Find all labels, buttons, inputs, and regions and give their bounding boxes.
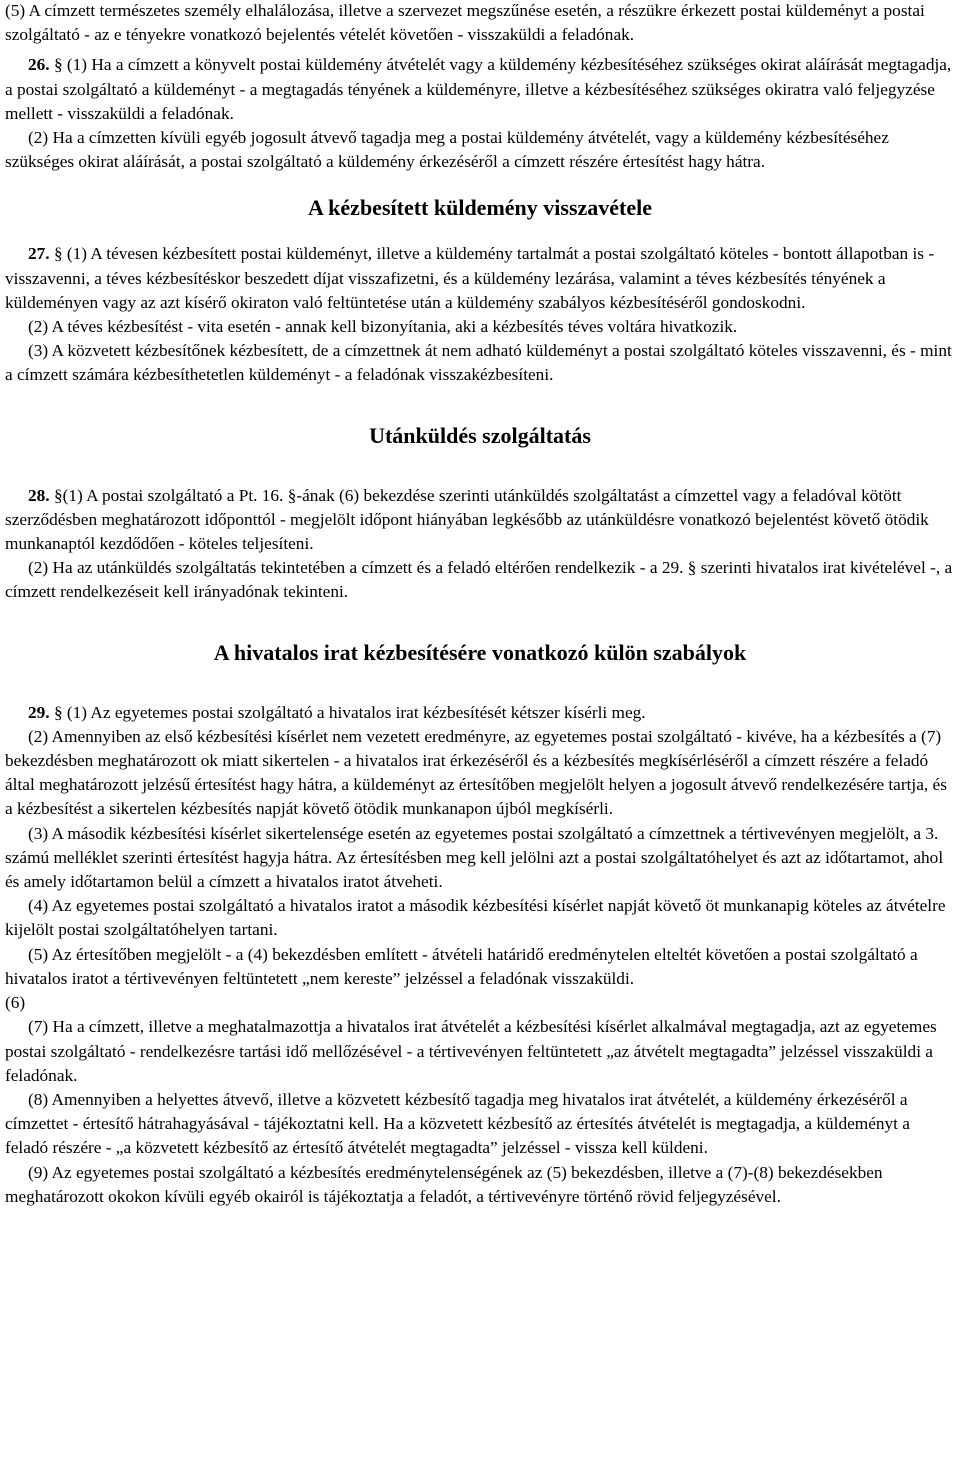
section-sign-icon: § <box>53 702 63 722</box>
document-page <box>5 0 955 1209</box>
paragraph-part-1: (2) Ha az utánküldés szolgáltatás tekintetében a címzett és a feladó eltérően rendelkezik - a 29. <box>28 558 688 578</box>
paragraph: (7) Ha a címzett, illetve a meghatalmazottja a hivatalos irat átvételét a kézbesítési kísérlet alkalmával megtagadja, azt az egyetemes postai szolgáltató - rendelkezésre tartási idő mellőzésével - a tértivevényen feltüntetett „az átvételt megtagadta” jelzéssel visszaküldi a feladónak. <box>5 1017 937 1085</box>
section-sign-icon: § <box>287 485 297 505</box>
section-number: 29. <box>28 702 50 722</box>
section-sign-icon: § <box>53 55 63 75</box>
section-27-paragraph: 27. § (1) A tévesen kézbesített postai küldeményt, illetve a küldemény tartalmát a postai szolgáltató köteles - bontott állapotban is - visszavenni, a téves kézbesítéskor beszedett díjat visszafizetni, és a küldemény lezárása, valamint a téves kézbesítés tényének a küldeményen vagy az azt kísérő okiraton való feltüntetése után a küldemény szabályos kézbesítéséről gondoskodni. <box>5 244 935 312</box>
section-sign-icon: § <box>687 558 697 578</box>
paragraph: (3) A közvetett kézbesítőnek kézbesített, de a címzettnek át nem adható küldeményt a postai szolgáltató köteles visszavenni, és - mint a címzett számára kézbesíthetetlen küldeményt - a feladónak visszakézbesíteni. <box>5 341 952 385</box>
section-heading: Utánküldés szolgáltatás <box>369 422 591 448</box>
paragraph: (3) A második kézbesítési kísérlet sikertelensége esetén az egyetemes postai szolgáltató a címzettnek a tértivevényen megjelölt, a 3. számú melléklet szerinti értesítést hagyja hátra. Az értesítésben meg kell jelölni azt a postai szolgáltatóhelyet és azt az időtartamot, ahol és amely időtartamon belül a címzett a hivatalos iratot átveheti. <box>5 823 944 892</box>
section-29-paragraph: 29. § (1) Az egyetemes postai szolgáltató a hivatalos irat kézbesítését kétszer kísérli meg. <box>28 702 646 722</box>
paragraph-part-2: -ának (6) bekezdése szerinti utánküldés szolgáltatást a címzettel vagy a feladóval kötött szerződésben meghatározott időponttól - megjelölt időpont hiányában legkésőbb az utánküldésre vonatkozó bejelentést követő ötödik munkanaptól kezdődően - köteles teljesíteni. <box>5 485 929 554</box>
paragraph: (4) Az egyetemes postai szolgáltató a hivatalos iratot a második kézbesítési kísérlet napját követő öt munkanapig köteles az átvételre kijelölt postai szolgáltatóhelyen tartani. <box>5 896 946 940</box>
section-sign-icon: § <box>53 244 63 264</box>
paragraph: (2) Ha a címzetten kívüli egyéb jogosult átvevő tagadja meg a postai küldemény átvételét, vagy a küldemény kézbesítéséhez szükséges okirat aláírását, a postai szolgáltató a küldemény érkezéséről a címzett részére értesítést hagy hátra. <box>5 128 889 172</box>
paragraph: (8) Amennyiben a helyettes átvevő, illetve a közvetett kézbesítő tagadja meg hivatalos irat átvételét, a küldemény érkezéséről a címzettet - értesítő hátrahagyásával - tájékoztatni kell. Ha a közvetett kézbesítő az értesítés átvételét is megtagadja, a küldeményt a feladó részére - „a közvetett kézbesítő az értesítő átvételét megtagadta” jelzéssel - vissza kell küldeni. <box>5 1089 910 1158</box>
paragraph: (2) A téves kézbesítést - vita esetén - annak kell bizonyítania, aki a kézbesítés téves voltára hivatkozik. <box>28 317 738 337</box>
paragraph-part-2: szerinti hivatalos irat kivételével -, a címzett rendelkezéseit kell irányadónak tekinteni. <box>5 558 953 602</box>
section-number: 26. <box>28 55 50 75</box>
paragraph <box>5 556 955 604</box>
paragraph: (6) <box>5 993 26 1013</box>
section-number: 27. <box>28 244 50 264</box>
section-heading: A kézbesített küldemény visszavétele <box>308 195 652 221</box>
section-heading: A hivatalos irat kézbesítésére vonatkozó külön szabályok <box>213 639 747 665</box>
paragraph: (2) Amennyiben az első kézbesítési kísérlet nem vezetett eredményre, az egyetemes postai szolgáltató - kivéve, ha a kézbesítés a (7) bekezdésben meghatározott ok miatt sikertelen - a hivatalos irat érkezéséről és a kézbesítés megkísérléséről a címzett részére a feladó által meghatározott jelzésű értesítést hagy hátra, a küldeményt az értesítőben megjelölt helyen a jogosult átvevő rendelkezésére tartja, és a kézbesítést a sikertelen kézbesítés napját követő ötödik munkanapon újból megkísérli. <box>5 726 947 819</box>
paragraph: (9) Az egyetemes postai szolgáltató a kézbesítés eredménytelenségének az (5) bekezdésben, illetve a (7)-(8) bekezdésekben meghatározott okokon kívüli egyéb okairól is tájékoztatja a feladót, a tértivevényre történő rövid feljegyzésével. <box>5 1162 883 1206</box>
section-28-paragraph <box>5 484 955 557</box>
paragraph: (5) Az értesítőben megjelölt - a (4) bekezdésben említett - átvételi határidő eredménytelen elteltét követően a postai szolgáltató a hivatalos iratot a tértivevényen feltüntetett „nem kereste” jelzéssel a feladónak visszaküldi. <box>5 944 918 988</box>
paragraph-part-1: (1) A postai szolgáltató a Pt. 16. <box>62 485 288 505</box>
paragraph: (5) A címzett természetes személy elhalálozása, illetve a szervezet megszűnése esetén, a részükre érkezett postai küldeményt a postai szolgáltató - az e tényekre vonatkozó bejelentés vételét követően - visszaküldi a feladónak. <box>5 1 925 45</box>
section-number: 28. <box>28 485 50 505</box>
section-sign-icon: § <box>53 485 63 505</box>
section-26-paragraph: 26. § (1) Ha a címzett a könyvelt postai küldemény átvételét vagy a küldemény kézbesítéséhez szükséges okirat aláírását megtagadja, a postai szolgáltató a küldeményt - a megtagadás tényének a küldeményre, illetve a kézbesítéséhez szükséges okiratra való feljegyzése mellett - visszaküldi a feladónak. <box>5 55 952 123</box>
